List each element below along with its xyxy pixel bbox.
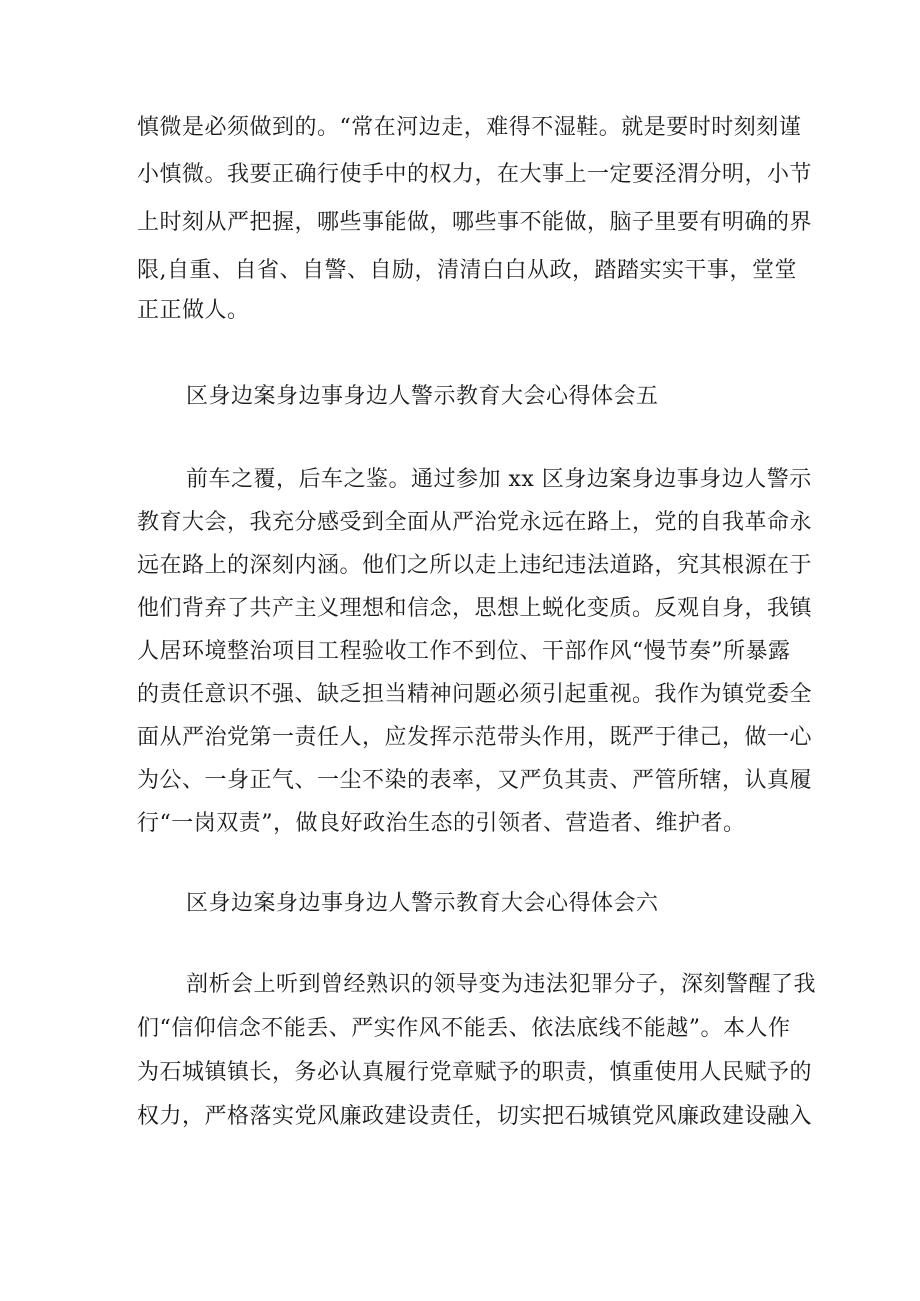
paragraph-1-line-3: 上时刻从严把握，哪些事能做，哪些事不能做，脑子里要有明确的界 xyxy=(137,210,813,235)
paragraph-2-line-1: 前车之覆，后车之鉴。通过参加 xx 区身边案身边事身边人警示 xyxy=(186,467,812,492)
paragraph-2-line-4: 他们背弃了共产主义理想和信念，思想上蜕化变质。反观自身，我镇 xyxy=(137,596,813,621)
paragraph-2-line-9: 行“一岗双责”，做良好政治生态的引领者、营造者、维护者。 xyxy=(137,811,746,836)
paragraph-2-line-3: 远在路上的深刻内涵。他们之所以走上违纪违法道路，究其根源在于 xyxy=(137,553,813,578)
paragraph-2-line-5: 人居环境整治项目工程验收工作不到位、干部作风“慢节奏”所暴露 xyxy=(137,639,791,664)
section-heading-5: 区身边案身边事身边人警示教育大会心得体会五 xyxy=(186,384,659,409)
paragraph-2-line-6: 的责任意识不强、缺乏担当精神问题必须引起重视。我作为镇党委全 xyxy=(137,682,813,707)
paragraph-3-line-3: 为石城镇镇长，务必认真履行党章赋予的职责，慎重使用人民赋予的 xyxy=(137,1060,813,1085)
paragraph-2-line-8: 为公、一身正气、一尘不染的表率，又严负其责、严管所辖，认真履 xyxy=(137,768,813,793)
paragraph-1-line-2: 小慎微。我要正确行使手中的权力，在大事上一定要泾渭分明，小节 xyxy=(137,162,813,187)
paragraph-3-line-1: 剖析会上听到曾经熟识的领导变为违法犯罪分子，深刻警醒了我 xyxy=(186,972,817,997)
paragraph-2-line-7: 面从严治党第一责任人，应发挥示范带头作用，既严于律己，做一心 xyxy=(137,725,813,750)
paragraph-1-line-5: 正正做人。 xyxy=(137,298,250,323)
paragraph-1-line-4: 限,自重、自省、自警、自励，清清白白从政，踏踏实实干事，堂堂 xyxy=(137,258,797,283)
paragraph-3-line-4: 权力，严格落实党风廉政建设责任，切实把石城镇党风廉政建设融入 xyxy=(137,1104,813,1129)
section-heading-6: 区身边案身边事身边人警示教育大会心得体会六 xyxy=(186,891,659,916)
paragraph-1-line-1: 慎微是必须做到的。“常在河边走，难得不湿鞋。就是要时时刻刻谨 xyxy=(137,115,802,140)
paragraph-3-line-2: 们“信仰信念不能丢、严实作风不能丢、依法底线不能越”。本人作 xyxy=(137,1016,791,1041)
paragraph-2-line-2: 教育大会，我充分感受到全面从严治党永远在路上，党的自我革命永 xyxy=(137,510,813,535)
